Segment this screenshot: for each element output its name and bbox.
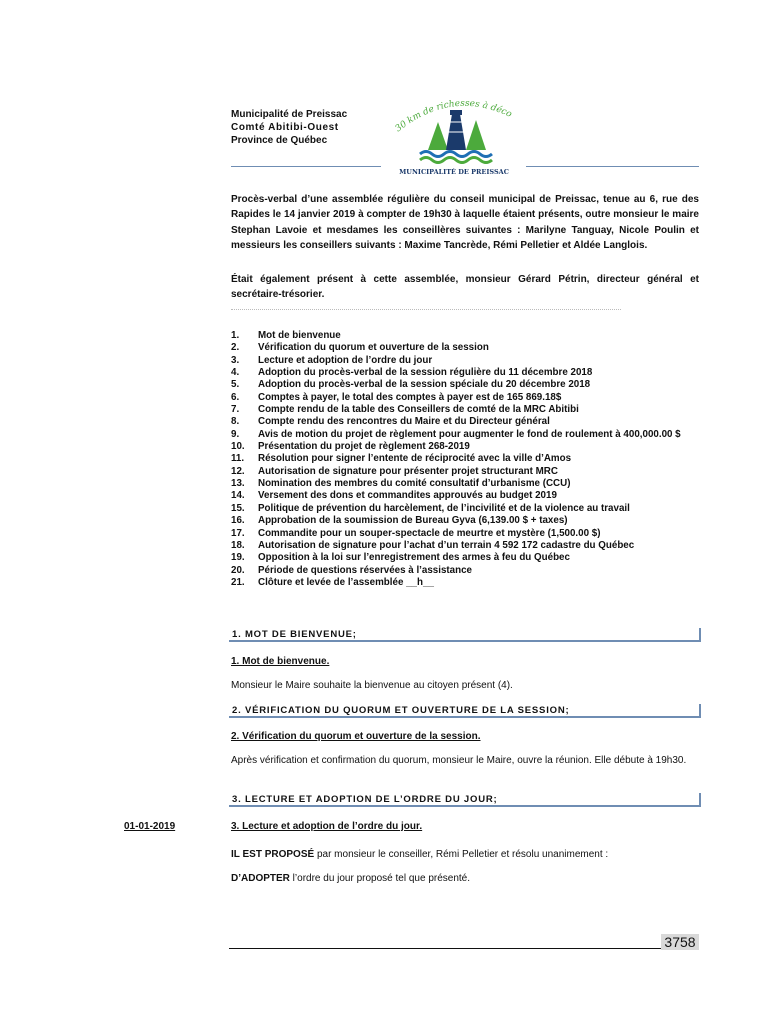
agenda-item — [231, 503, 701, 515]
header-rule-left — [231, 166, 381, 167]
agenda-item-text: Clôture et levée de l’assemblée __h__ — [258, 576, 434, 588]
adoption-bold: D’ADOPTER — [231, 873, 290, 884]
agenda-item — [231, 466, 701, 478]
agenda-item-text: Période de questions réservées à l’assistance — [258, 564, 473, 576]
agenda-item — [231, 379, 701, 391]
intro-paragraph: Procès-verbal d’une assemblée régulière du conseil municipal de Preissac, tenue au 6, rue des Rapides le 14 janvier 2019 à compter de 19h30 à laquelle étaient présents, outre monsieur le maire Stephan Lavoie et mesdames les conseillères suivantes : Marilyne Tanguay, Nicole Poulin et messieurs les conseillers suivants : Maxime Tancrède, Rémi Pelletier et Aldée Langlois. — [231, 194, 699, 251]
agenda-item-number: 17. — [231, 527, 245, 539]
agenda-item-text: Commandite pour un souper-spectacle de meurtre et mystère (1,500.00 $) — [258, 527, 601, 539]
agenda-item-number: 14. — [231, 490, 245, 502]
agenda-item-number: 4. — [231, 367, 240, 379]
section-heading: 1. MOT DE BIENVENUE; — [229, 628, 701, 642]
dotted-divider — [231, 309, 621, 310]
section-text: Monsieur le Maire souhaite la bienvenue au citoyen présent (4). — [231, 680, 513, 691]
agenda-item-text: Mot de bienvenue — [258, 330, 341, 341]
agenda-item-number: 20. — [231, 564, 245, 576]
logo-slogan: 30 km de richesses à déco — [393, 98, 514, 135]
agenda-list — [231, 330, 701, 589]
proposal-rest: par monsieur le conseiller, Rémi Pelletier et résolu unanimement : — [314, 849, 609, 860]
agenda-item — [231, 478, 701, 490]
agenda-item-text: Comptes à payer, le total des comptes à payer est de 165 869.18$ — [258, 391, 562, 403]
agenda-item — [231, 577, 701, 589]
agenda-item-number: 8. — [231, 416, 240, 428]
agenda-item-number: 19. — [231, 552, 245, 564]
agenda-item-number: 12. — [231, 465, 245, 477]
agenda-item-number: 1. — [231, 330, 240, 341]
section-subheading: 3. Lecture et adoption de l’ordre du jour. — [231, 821, 423, 832]
logo-name: MUNICIPALITÉ DE PREISSAC — [399, 168, 509, 176]
adoption-line — [231, 872, 699, 885]
agenda-item — [231, 404, 701, 416]
agenda-item-text: Vérification du quorum et ouverture de la session — [258, 342, 489, 354]
resolution-number: 01-01-2019 — [124, 821, 176, 832]
agenda-item-text: Résolution pour signer l’entente de réciprocité avec la ville d’Amos — [258, 453, 572, 465]
municipality-name: Municipalité de Preissac — [231, 109, 348, 120]
municipality-block — [231, 108, 347, 147]
section-subheading: 1. Mot de bienvenue. — [231, 656, 330, 667]
agenda-item-number: 6. — [231, 391, 240, 403]
section-heading: 3. LECTURE ET ADOPTION DE L’ORDRE DU JOUR; — [229, 793, 701, 807]
footer-rule — [229, 948, 661, 949]
agenda-item — [231, 540, 701, 552]
section-subheading: 2. Vérification du quorum et ouverture de la session. — [231, 731, 481, 742]
section-heading: 2. VÉRIFICATION DU QUORUM ET OUVERTURE DE LA SESSION; — [229, 704, 701, 718]
agenda-item-text: Opposition à la loi sur l’enregistrement des armes à feu du Québec — [258, 552, 570, 564]
agenda-item — [231, 528, 701, 540]
agenda-item-number: 11. — [231, 453, 245, 465]
page-number: 3758 — [661, 934, 699, 950]
agenda-item-text: Avis de motion du projet de règlement pour augmenter le fond de roulement à 400,000.00 $ — [258, 428, 681, 440]
agenda-item-text: Adoption du procès-verbal de la session spéciale du 20 décembre 2018 — [258, 379, 591, 391]
agenda-item-number: 10. — [231, 441, 245, 453]
province-name: Province de Québec — [231, 135, 328, 146]
agenda-item — [231, 416, 701, 428]
adoption-rest: l’ordre du jour proposé tel que présenté. — [289, 873, 471, 884]
agenda-item-text: Présentation du projet de règlement 268-2019 — [258, 441, 470, 453]
municipality-logo — [384, 92, 524, 178]
agenda-item-text: Adoption du procès-verbal de la session régulière du 11 décembre 2018 — [258, 367, 593, 379]
agenda-item — [231, 367, 701, 379]
agenda-item-text: Compte rendu des rencontres du Maire et du Directeur général — [258, 416, 550, 428]
agenda-item-number: 2. — [231, 342, 240, 354]
agenda-item — [231, 392, 701, 404]
agenda-item-number: 15. — [231, 502, 245, 514]
agenda-item — [231, 552, 701, 564]
agenda-item-text: Autorisation de signature pour présenter projet structurant MRC — [258, 465, 558, 477]
section-text: Après vérification et confirmation du quorum, monsieur le Maire, ouvre la réunion. Elle débute à 19h30. — [231, 755, 687, 766]
agenda-item-text: Versement des dons et commandites approuvés au budget 2019 — [258, 490, 557, 502]
agenda-item-number: 5. — [231, 379, 240, 391]
agenda-item-number: 9. — [231, 428, 240, 440]
agenda-item — [231, 441, 701, 453]
agenda-item — [231, 429, 701, 441]
proposal-line — [231, 848, 699, 861]
agenda-item-number: 3. — [231, 354, 240, 366]
agenda-item — [231, 515, 701, 527]
agenda-item-text: Lecture et adoption de l’ordre du jour — [258, 354, 433, 366]
svg-text:30 km de richesses à découvrir — [384, 92, 514, 134]
agenda-item-number: 18. — [231, 539, 245, 551]
proposal-bold: IL EST PROPOSÉ — [231, 849, 315, 860]
header-rule-right — [526, 166, 699, 167]
agenda-item — [231, 342, 701, 354]
agenda-item-number: 13. — [231, 478, 245, 490]
agenda-item-text: Nomination des membres du comité consultatif d’urbanisme (CCU) — [258, 478, 571, 490]
agenda-item — [231, 490, 701, 502]
agenda-item-text: Politique de prévention du harcèlement, de l’incivilité et de la violence au travail — [258, 502, 630, 514]
agenda-item — [231, 355, 701, 367]
county-name: Comté Abitibi-Ouest — [231, 122, 339, 133]
agenda-item-number: 16. — [231, 515, 245, 527]
agenda-item-text: Compte rendu de la table des Conseillers de comté de la MRC Abitibi — [258, 404, 579, 416]
agenda-item — [231, 330, 701, 342]
agenda-item-text: Approbation de la soumission de Bureau Gyva (6,139.00 $ + taxes) — [258, 515, 568, 527]
agenda-item — [231, 453, 701, 465]
agenda-item-text: Autorisation de signature pour l’achat d’un terrain 4 592 172 cadastre du Québec — [258, 539, 635, 551]
agenda-item-number: 7. — [231, 404, 240, 416]
agenda-item-number: 21. — [231, 576, 245, 588]
attendance-paragraph: Était également présent à cette assemblée, monsieur Gérard Pétrin, directeur général et secrétaire-trésorier. — [231, 274, 699, 301]
agenda-item — [231, 565, 701, 577]
